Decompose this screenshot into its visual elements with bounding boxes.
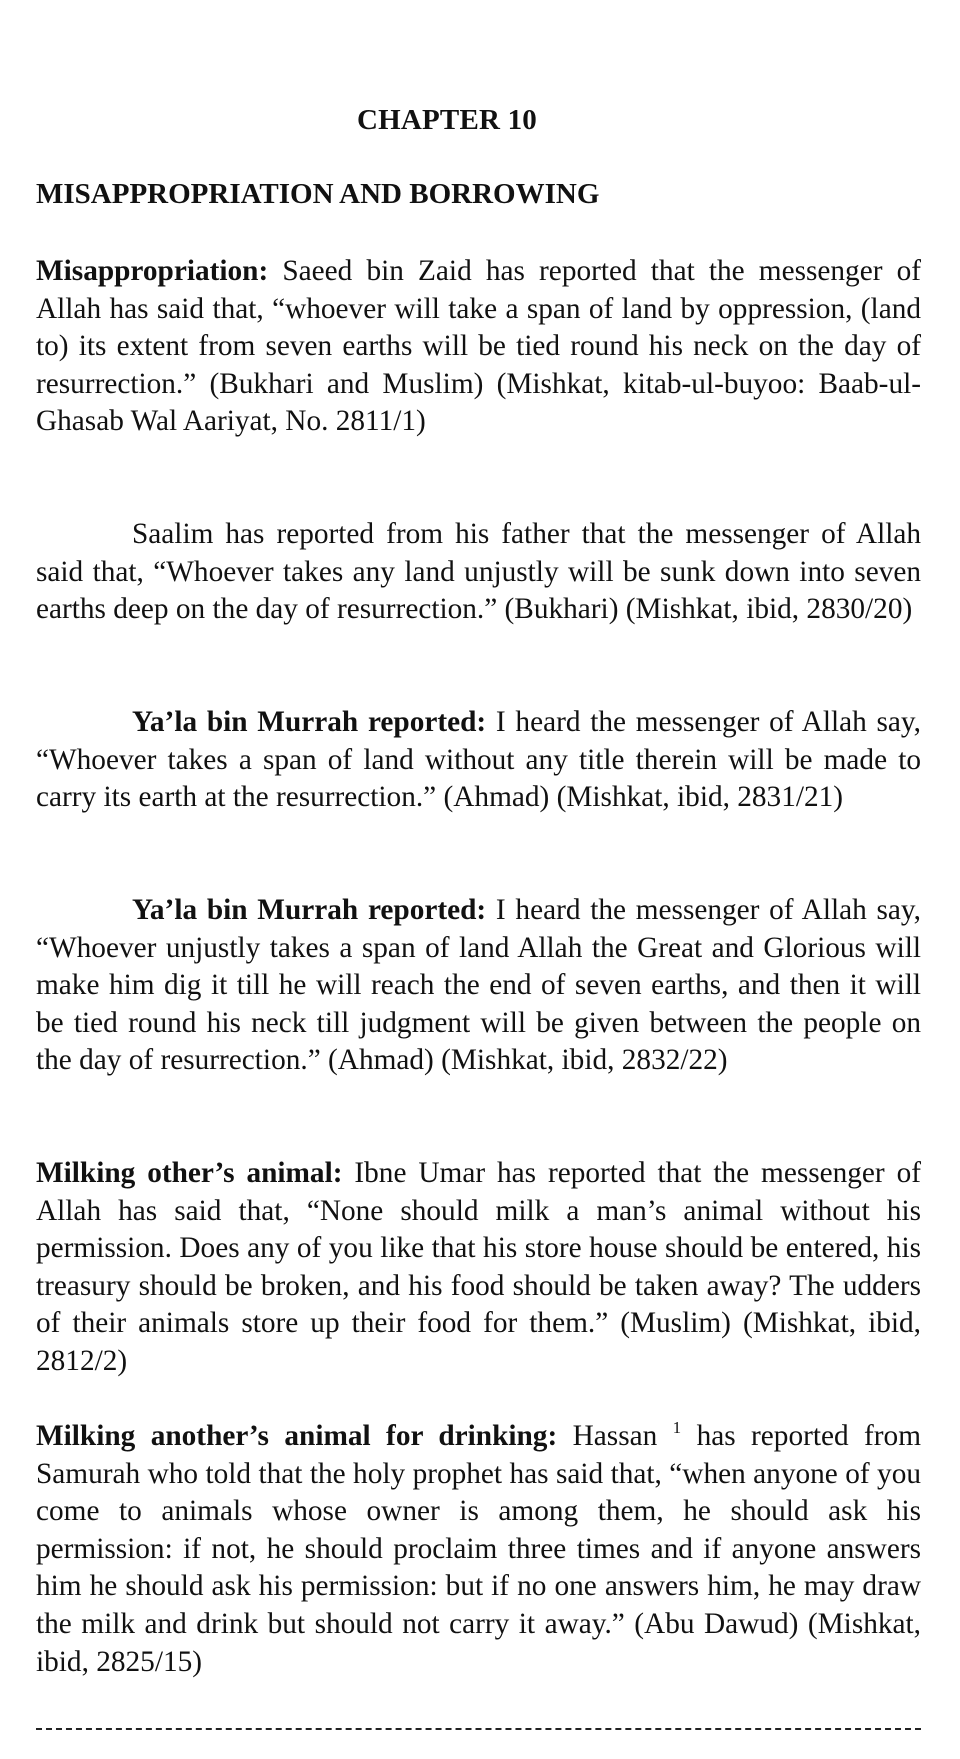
paragraph-yala-1 [36,704,921,817]
paragraph-text: I heard the messenger of Allah say, “Whoever unjustly takes a span of land Allah the Great and Glorious will make him dig it till he will reach the end of seven earths, and then it will be tied round his neck till judgment will be given between the people on the day of resurrection.” (Ahmad) (Mishkat, ibid, 2832/22) [36,894,921,1077]
paragraph-lead: Ya’la bin Murrah reported: [132,894,487,926]
paragraph-text: Saeed bin Zaid has reported that the messenger of Allah has said that, “whoever will take a span of land by oppression, (land to) its extent from seven earths will be tied round his neck on the day of resurrection.” (Bukhari and Muslim) (Mishkat, kitab-ul-buyoo: Baab-ul-Ghasab Wal Aariyat, No. 2811/1) [36,255,921,438]
paragraph-text: I heard the messenger of Allah say, “Whoever takes a span of land without any title therein will be made to carry its earth at the resurrection.” (Ahmad) (Mishkat, ibid, 2831/21) [36,706,921,814]
paragraph-lead: Ya’la bin Murrah reported: [132,706,487,738]
section-heading: MISAPPROPRIATION AND BORROWING [36,178,600,210]
footnote-divider [36,1728,921,1730]
paragraph-lead: Milking other’s animal: [36,1157,343,1189]
paragraph-yala-2 [36,892,921,1080]
paragraph-text-b: has reported from Samurah who told that the holy prophet has said that, “when anyone of you come to animals whose owner is among them, he should ask his permission: if not, he should proclaim three times and if anyone answers him he should ask his permission: but if no one answers him, he may draw the milk and drink but should not carry it away.” (Abu Dawud) (Mishkat, ibid, 2825/15) [36,1420,921,1678]
paragraph-text: Ibne Umar has reported that the messenger of Allah has said that, “None should milk a man’s animal without his permission. Does any of you like that his store house should be entered, his treasury should be broken, and his food should be taken away? The udders of their animals store up their food for them.” (Muslim) (Mishkat, ibid, 2812/2) [36,1157,922,1377]
paragraph-misappropriation [36,253,921,441]
paragraph-milking-for-drinking [36,1418,921,1681]
paragraph-lead: Misappropriation: [36,255,269,287]
footnote-marker: 1 [672,1418,682,1437]
paragraph-milking-others-animal [36,1155,921,1381]
chapter-heading: CHAPTER 10 [356,104,538,136]
paragraph-text: Saalim has reported from his father that the messenger of Allah said that, “Whoever takes any land unjustly will be sunk down into seven earths deep on the day of resurrection.” (Bukhari) (Mishkat, ibid, 2830/20) [36,518,921,626]
paragraph-text-a: Hassan [557,1420,673,1452]
paragraph-saalim [36,516,921,629]
paragraph-lead: Milking another’s animal for drinking: [36,1420,558,1452]
